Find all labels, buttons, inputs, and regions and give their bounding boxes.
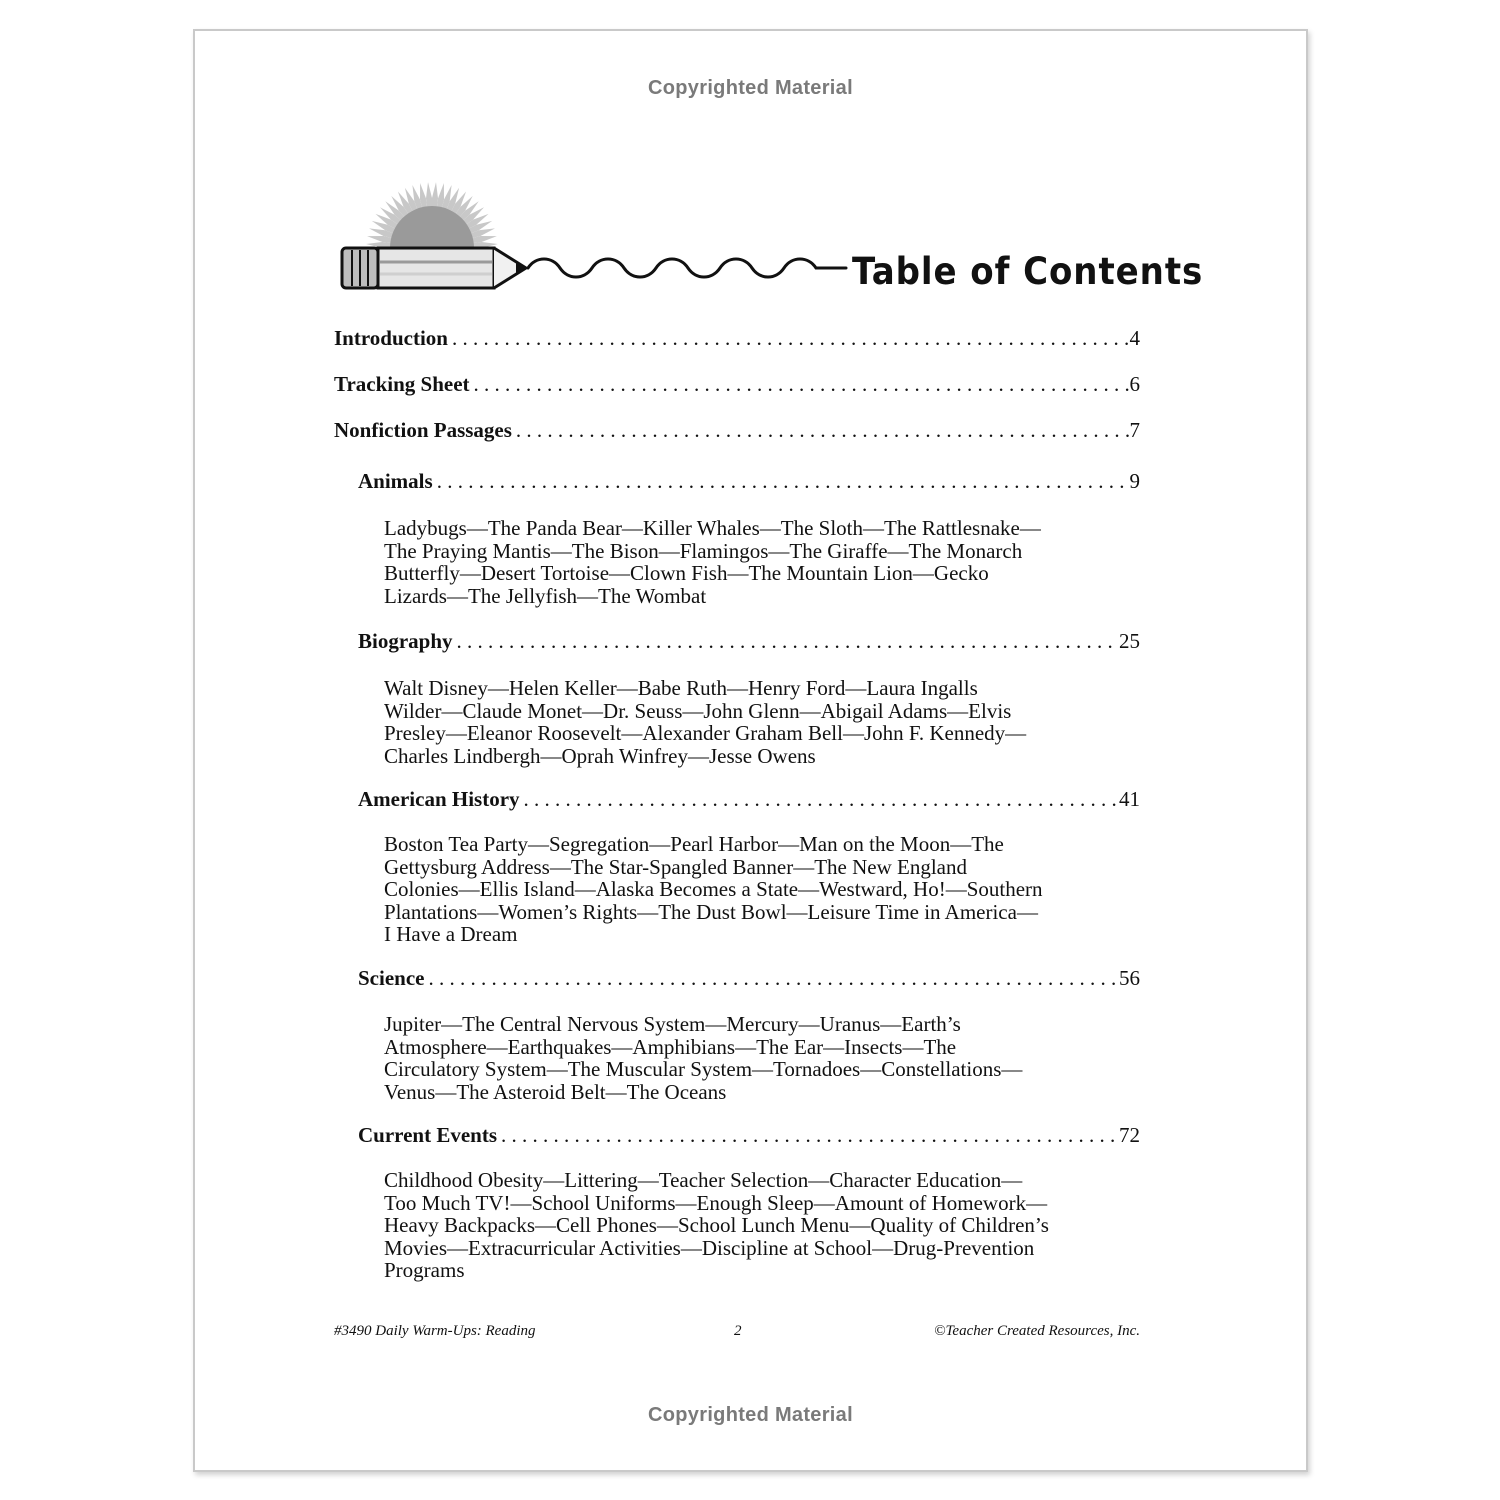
- topic-line: I Have a Dream: [384, 922, 518, 946]
- dot-leader: [470, 372, 1130, 397]
- dot-leader: [448, 326, 1130, 351]
- topic-line: Venus—The Asteroid Belt—The Oceans: [384, 1079, 727, 1104]
- footer-page-number: 2: [734, 1323, 742, 1339]
- toc-page-number: 41: [1119, 787, 1140, 811]
- topic-line: Too Much TV!—School Uniforms—Enough Sleep—Amount of Homework—: [384, 1190, 1048, 1215]
- topic-line: Heavy Backpacks—Cell Phones—School Lunch Menu—Quality of Children’s: [384, 1213, 1049, 1237]
- toc-entry-label: Science: [358, 966, 425, 990]
- topic-line: Wilder—Claude Monet—Dr. Seuss—John Glenn—Abigail Adams—Elvis: [384, 698, 1012, 723]
- toc-page-number: 6: [1129, 372, 1140, 396]
- section-topics-animals: [384, 517, 1104, 607]
- toc-page-number: 56: [1119, 966, 1140, 990]
- copyright-watermark-bottom: Copyrighted Material: [648, 1404, 853, 1426]
- toc-entry-label: Animals: [358, 469, 433, 493]
- topic-line: The Praying Mantis—The Bison—Flamingos—The Giraffe—The Monarch: [384, 538, 1023, 563]
- topic-line: Ladybugs—The Panda Bear—Killer Whales—The Sloth—The Rattlesnake—: [384, 516, 1041, 540]
- toc-page-number: 7: [1129, 418, 1140, 442]
- topic-line: Programs: [384, 1258, 465, 1282]
- topic-line: Jupiter—The Central Nervous System—Mercury—Uranus—Earth’s: [384, 1012, 961, 1036]
- toc-page-number: 9: [1129, 469, 1140, 493]
- copyright-watermark-top: Copyrighted Material: [648, 77, 853, 99]
- topic-line: Lizards—The Jellyfish—The Wombat: [384, 583, 707, 608]
- section-topics-american-history: [384, 833, 1104, 946]
- pencil-icon: [342, 248, 846, 288]
- toc-entry-label: Nonfiction Passages: [334, 418, 512, 442]
- footer-publisher: ©Teacher Created Resources, Inc.: [934, 1323, 1140, 1339]
- toc-page-number: 4: [1129, 326, 1140, 350]
- toc-entry-label: Current Events: [358, 1123, 498, 1147]
- topic-line: Plantations—Women’s Rights—The Dust Bowl—Leisure Time in America—: [384, 899, 1038, 924]
- topic-line: Atmosphere—Earthquakes—Amphibians—The Ear—Insects—The: [384, 1034, 957, 1059]
- topic-line: Circulatory System—The Muscular System—Tornadoes—Constellations—: [384, 1057, 1023, 1081]
- section-topics-current-events: [384, 1169, 1104, 1282]
- toc-entry-label: Biography: [358, 629, 453, 653]
- dot-leader: [512, 418, 1130, 443]
- toc-page-number: 72: [1119, 1123, 1140, 1147]
- footer-book-title: #3490 Daily Warm-Ups: Reading: [334, 1323, 536, 1339]
- toc-page-number: 25: [1119, 629, 1140, 653]
- section-topics-biography: [384, 677, 1104, 767]
- topic-line: Movies—Extracurricular Activities—Discipline at School—Drug-Prevention: [384, 1235, 1035, 1260]
- toc-entry-nonfiction-passages[interactable]: [334, 418, 1140, 443]
- page-title: Table of Contents: [852, 250, 1204, 293]
- section-topics-science: [384, 1013, 1104, 1103]
- dot-leader: [453, 629, 1119, 654]
- toc-entry-biography[interactable]: [358, 629, 1140, 654]
- topic-line: Charles Lindbergh—Oprah Winfrey—Jesse Owens: [384, 743, 816, 768]
- topic-line: Gettysburg Address—The Star-Spangled Banner—The New England: [384, 854, 967, 879]
- sun-icon: [366, 182, 498, 248]
- dot-leader: [424, 966, 1119, 991]
- toc-entry-current-events[interactable]: [358, 1123, 1140, 1148]
- toc-entry-introduction[interactable]: [334, 326, 1140, 351]
- toc-entry-label: American History: [358, 787, 520, 811]
- topic-line: Colonies—Ellis Island—Alaska Becomes a State—Westward, Ho!—Southern: [384, 877, 1043, 901]
- dot-leader: [497, 1123, 1119, 1148]
- toc-entry-animals[interactable]: [358, 469, 1140, 494]
- topic-line: Boston Tea Party—Segregation—Pearl Harbor—Man on the Moon—The: [384, 832, 1004, 856]
- toc-entry-label: Introduction: [334, 326, 448, 350]
- toc-entry-american-history[interactable]: [358, 787, 1140, 812]
- topic-line: Butterfly—Desert Tortoise—Clown Fish—The Mountain Lion—Gecko: [384, 561, 989, 585]
- toc-entry-label: Tracking Sheet: [334, 372, 470, 396]
- book-page: [193, 29, 1308, 1472]
- toc-entry-science[interactable]: [358, 966, 1140, 991]
- dot-leader: [520, 787, 1119, 812]
- toc-entry-tracking-sheet[interactable]: [334, 372, 1140, 397]
- topic-line: Childhood Obesity—Littering—Teacher Selection—Character Education—: [384, 1168, 1023, 1192]
- dot-leader: [433, 469, 1130, 494]
- topic-line: Walt Disney—Helen Keller—Babe Ruth—Henry Ford—Laura Ingalls: [384, 676, 978, 700]
- topic-line: Presley—Eleanor Roosevelt—Alexander Graham Bell—John F. Kennedy—: [384, 721, 1027, 745]
